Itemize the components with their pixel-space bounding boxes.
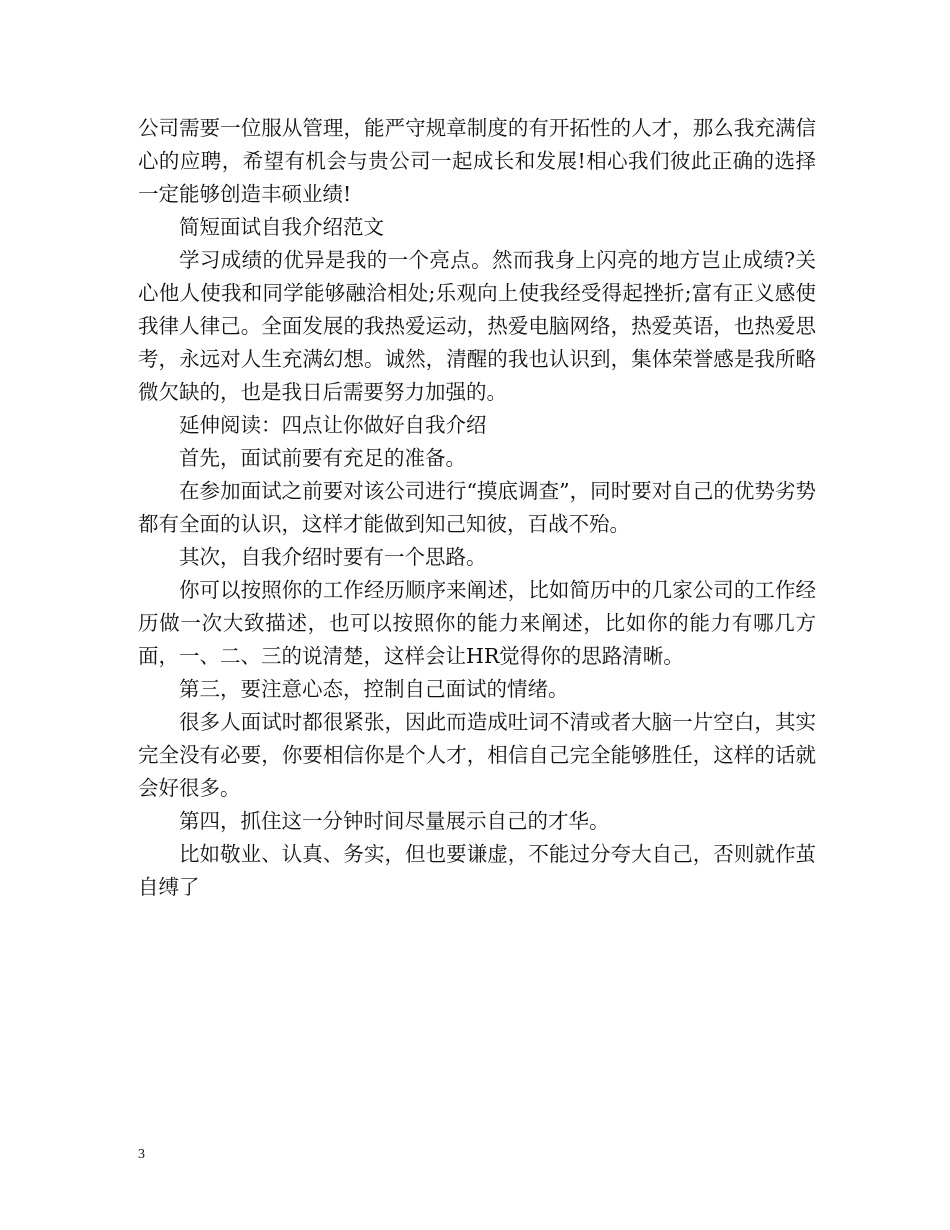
document-body [138,112,816,904]
section-heading-short-intro: 简短面试自我介绍范文 [179,215,384,239]
paragraph-2: 学习成绩的优异是我的一个亮点。然而我身上闪亮的地方岂止成绩?关心他人使我和同学能够融洽相处;乐观向上使我经受得起挫折;富有正义感使我律人律己。全面发展的我热爱运动，热爱电脑网络，热爱英语，也热爱思考，永远对人生充满幻想。诚然，清醒的我也认识到，集体荣誉感是我所略微欠缺的，也是我日后需要努力加强的。 [138,248,816,404]
point-2-heading: 其次，自我介绍时要有一个思路。 [179,545,487,569]
point-4-body: 比如敬业、认真、务实，但也要谦虚，不能过分夸大自己，否则就作茧自缚了 [138,842,816,899]
point-3-heading: 第三，要注意心态，控制自己面试的情绪。 [179,677,569,701]
point-2-body: 你可以按照你的工作经历顺序来阐述，比如简历中的几家公司的工作经历做一次大致描述，也可以按照你的能力来阐述，比如你的能力有哪几方面，一、二、三的说清楚，这样会让HR觉得你的思路清晰。 [138,578,816,668]
point-3-body: 很多人面试时都很紧张，因此而造成吐词不清或者大脑一片空白，其实完全没有必要，你要相信你是个人才，相信自己完全能够胜任，这样的话就会好很多。 [138,710,816,800]
section-heading-extended-reading: 延伸阅读：四点让你做好自我介绍 [179,413,487,437]
point-1-heading: 首先，面试前要有充足的准备。 [179,446,466,470]
point-1-body: 在参加面试之前要对该公司进行“摸底调查”，同时要对自己的优势劣势都有全面的认识，这样才能做到知己知彼，百战不殆。 [138,479,816,536]
paragraph-1: 公司需要一位服从管理，能严守规章制度的有开拓性的人才，那么我充满信心的应聘，希望有机会与贵公司一起成长和发展!相心我们彼此正确的选择一定能够创造丰硕业绩! [138,116,816,206]
point-4-heading: 第四，抓住这一分钟时间尽量展示自己的才华。 [179,809,610,833]
page-number: 3 [138,1147,145,1162]
